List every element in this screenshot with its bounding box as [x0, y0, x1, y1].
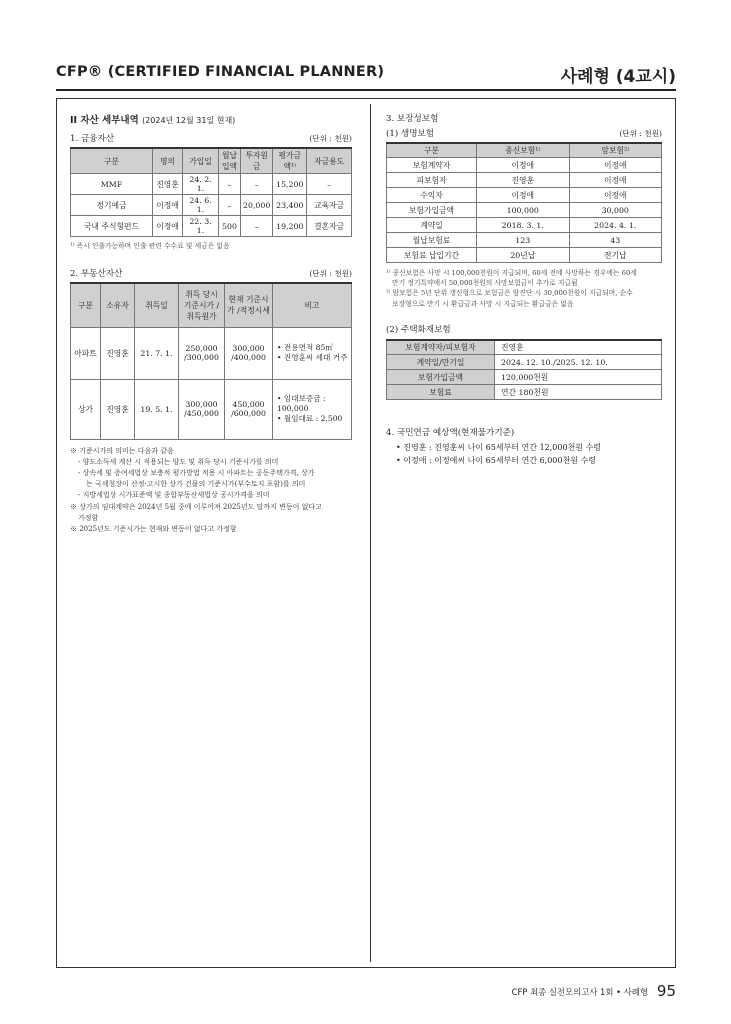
cell: 이정애 — [569, 188, 662, 203]
remark-line: • 전용면적 85㎡ — [277, 342, 333, 352]
cell: – — [219, 195, 241, 216]
row-label: 보험계약자/피보험자 — [387, 340, 495, 355]
realestate-title-row — [70, 267, 352, 279]
note-line: ※ 기준시가의 의미는 다음과 같음 — [70, 446, 174, 455]
th-category: 구분 — [71, 283, 101, 327]
pension-title: 4. 국민연금 예상액(현재물가기준) — [386, 428, 515, 439]
note-line: ²⁾ 암보험은 5년 단위 갱신형으로 보험금은 암진단 시 30,000천원이 지급되며, 순수 — [386, 289, 633, 298]
cell: 보험계약자 — [387, 158, 477, 173]
note-line: - 지방세법상 시가표준액 및 종합부동산세법상 공시가격을 의미 — [78, 491, 270, 500]
note-line: - 상속세 및 증여세법상 보충적 평가방법 적용 시 아파트는 공동주택가격, 상가 — [78, 469, 315, 478]
cell: 진영훈 — [153, 174, 183, 195]
th-whole-life: 종신보험¹⁾ — [477, 143, 570, 158]
cell: 피보험자 — [387, 173, 477, 188]
cell: 300,000 /450,000 — [179, 379, 225, 439]
pension-item: • 이정애 : 이정애씨 나이 65세부터 연간 6,000천원 수령 — [396, 455, 596, 465]
cell: 23,400 — [273, 195, 307, 216]
cell: 21. 7. 1. — [135, 327, 179, 379]
header-rule — [56, 89, 676, 91]
cell: 500 — [219, 216, 241, 237]
cell: 보험가입금액 — [387, 203, 477, 218]
left-column — [70, 112, 352, 535]
cell: 진영훈 — [101, 327, 135, 379]
table-row — [387, 355, 662, 370]
note-line: ※ 2025년도 기준시가는 현재와 변동이 없다고 가정함 — [70, 525, 237, 533]
realestate-unit: (단위 : 천원) — [309, 269, 352, 279]
table-row — [71, 327, 352, 379]
cell: 수익자 — [387, 188, 477, 203]
financial-title: 1. 금융자산 — [70, 134, 115, 144]
cell: – — [219, 174, 241, 195]
life-footnotes — [386, 268, 662, 309]
cell: 300,000 /400,000 — [225, 327, 273, 379]
note-line: ※ 상가의 임대계약은 2024년 5월 중에 이루어져 2025년도 말까지 변동이 없다고 — [70, 502, 322, 511]
cell: 계약일 — [387, 218, 477, 233]
cell: 24. 6. 1. — [183, 195, 219, 216]
table-row — [387, 188, 662, 203]
row-label: 보험가입금액 — [387, 370, 495, 385]
column-divider — [370, 104, 371, 962]
cell: 연간 180천원 — [495, 385, 662, 400]
th-remarks: 비고 — [273, 283, 352, 327]
cell: 2024. 12. 10./2025. 12. 10. — [495, 355, 662, 370]
cell: 450,000 /600,000 — [225, 379, 273, 439]
cell: – — [307, 174, 352, 195]
financial-table — [70, 147, 352, 237]
cell: 이정애 — [153, 195, 183, 216]
financial-unit: (단위 : 천원) — [309, 134, 352, 143]
cell: 30,000 — [569, 203, 662, 218]
cell: 정기예금 — [71, 195, 153, 216]
table-row — [71, 379, 352, 439]
insurance-title: 3. 보장성보험 — [386, 114, 439, 124]
th-purpose: 자금용도 — [307, 148, 352, 174]
cell: 아파트 — [71, 327, 101, 379]
cell: 전기납 — [569, 248, 662, 263]
table-row — [387, 340, 662, 355]
house-title: (2) 주택화재보험 — [386, 324, 451, 335]
remark-line: • 월임대료 : 2,500 — [277, 414, 343, 424]
realestate-notes — [70, 446, 352, 536]
cell: 진영훈 — [101, 379, 135, 439]
th-monthly: 월납입액 — [219, 148, 241, 174]
cell: MMF — [71, 174, 153, 195]
note-line: 는 국세청장이 산정·고시한 상가 건물의 기준시가(부수토지 포함)를 의미 — [86, 480, 306, 489]
table-row — [387, 385, 662, 400]
th-current-value: 현재 기준시가 /적정시세 — [225, 283, 273, 327]
th-acq-value: 취득 당시 기준시가 /취득원가 — [179, 283, 225, 327]
table-row — [387, 218, 662, 233]
pension-item: • 진영훈 : 진영훈씨 나이 65세부터 연간 12,000천원 수령 — [396, 443, 602, 453]
th-category: 구분 — [71, 148, 153, 174]
cell: 20,000 — [241, 195, 273, 216]
th-valuation: 평가금액¹⁾ — [273, 148, 307, 174]
cell: 19. 5. 1. — [135, 379, 179, 439]
cell: 120,000천원 — [495, 370, 662, 385]
table-header-row — [71, 148, 352, 174]
cell: 상가 — [71, 379, 101, 439]
table-row — [387, 203, 662, 218]
cell: 19,200 — [273, 216, 307, 237]
cell: 보험료 납입기간 — [387, 248, 477, 263]
table-header-row — [71, 283, 352, 327]
fire-insurance-table — [386, 339, 662, 401]
cell: – — [241, 216, 273, 237]
cell: 24. 2. 1. — [183, 174, 219, 195]
remark-line: • 진영훈씨 세대 거주 — [277, 353, 348, 363]
cell: 20년납 — [477, 248, 570, 263]
page-header — [56, 62, 676, 88]
cell: 진영훈 — [495, 340, 662, 355]
note-line: 보장형으로 만기 시 환급금과 사망 시 지급되는 환급금은 없음 — [392, 299, 574, 308]
note-line: 가정함 — [78, 513, 99, 522]
cell: 국내 주식형펀드 — [71, 216, 153, 237]
cell: 이정애 — [477, 158, 570, 173]
note-line: - 양도소득세 계산 시 적용되는 양도 및 취득 당시 기준시가를 의미 — [78, 457, 279, 466]
th-principal: 투자원금 — [241, 148, 273, 174]
row-label: 보험료 — [387, 385, 495, 400]
life-title-row — [386, 127, 662, 139]
note-line: ¹⁾ 종신보험은 사망 시 100,000천원이 지급되며, 60세 전에 사망하는 경우에는 60세 — [386, 269, 637, 277]
table-row — [71, 216, 352, 237]
cell: 진영훈 — [477, 173, 570, 188]
section-date: (2024년 12월 31일 현재) — [142, 116, 236, 125]
cell: 결혼자금 — [307, 216, 352, 237]
life-title: (1) 생명보험 — [386, 129, 435, 139]
cell: 이정애 — [569, 173, 662, 188]
cell: 43 — [569, 233, 662, 248]
cell: 123 — [477, 233, 570, 248]
th-acq-date: 취득일 — [135, 283, 179, 327]
financial-footnote: ¹⁾ 즉시 인출가능하며 인출 관련 수수료 및 세금은 없음 — [70, 242, 230, 250]
section-title-text: II 자산 세부내역 — [70, 115, 139, 126]
th-cancer: 암보험²⁾ — [569, 143, 662, 158]
table-row — [387, 248, 662, 263]
th-category: 구분 — [387, 143, 477, 158]
footer-text: CFP 최종 실전모의고사 1회 • 사례형 — [511, 987, 648, 997]
cell: 250,000 /300,000 — [179, 327, 225, 379]
table-row — [71, 174, 352, 195]
th-owner: 명의 — [153, 148, 183, 174]
cell: 교육자금 — [307, 195, 352, 216]
cell: – — [241, 174, 273, 195]
table-row — [387, 370, 662, 385]
page-footer — [56, 982, 676, 1002]
note-line: 만기 정기특약에서 50,000천원의 사망보험금이 추가로 지급됨 — [392, 279, 578, 288]
cell: 2024. 4. 1. — [569, 218, 662, 233]
table-row — [387, 173, 662, 188]
table-row — [387, 233, 662, 248]
remarks-cell — [273, 327, 352, 379]
cell: 이정애 — [569, 158, 662, 173]
table-row — [387, 158, 662, 173]
cell: 월납보험료 — [387, 233, 477, 248]
right-column — [386, 112, 662, 467]
cell: 22. 3. 1. — [183, 216, 219, 237]
th-owner: 소유자 — [101, 283, 135, 327]
page-number: 95 — [656, 982, 676, 1000]
cell: 2018. 3. 1. — [477, 218, 570, 233]
header-exam-title: CFP® (CERTIFIED FINANCIAL PLANNER) — [56, 64, 385, 80]
life-insurance-table — [386, 142, 662, 263]
financial-title-row — [70, 132, 352, 144]
life-unit: (단위 : 천원) — [619, 129, 662, 138]
remarks-cell — [273, 379, 352, 439]
cell: 이정애 — [477, 188, 570, 203]
realestate-title: 2. 부동산자산 — [70, 269, 123, 280]
realestate-table — [70, 282, 352, 440]
cell: 100,000 — [477, 203, 570, 218]
table-header-row — [387, 143, 662, 158]
header-section-type: 사례형 (4교시) — [560, 67, 676, 87]
cell: 15,200 — [273, 174, 307, 195]
row-label: 계약일/만기일 — [387, 355, 495, 370]
th-join-date: 가입일 — [183, 148, 219, 174]
remark-line: • 임대보증금 : 100,000 — [277, 393, 326, 414]
section-title — [70, 112, 352, 126]
table-row — [71, 195, 352, 216]
cell: 이정애 — [153, 216, 183, 237]
